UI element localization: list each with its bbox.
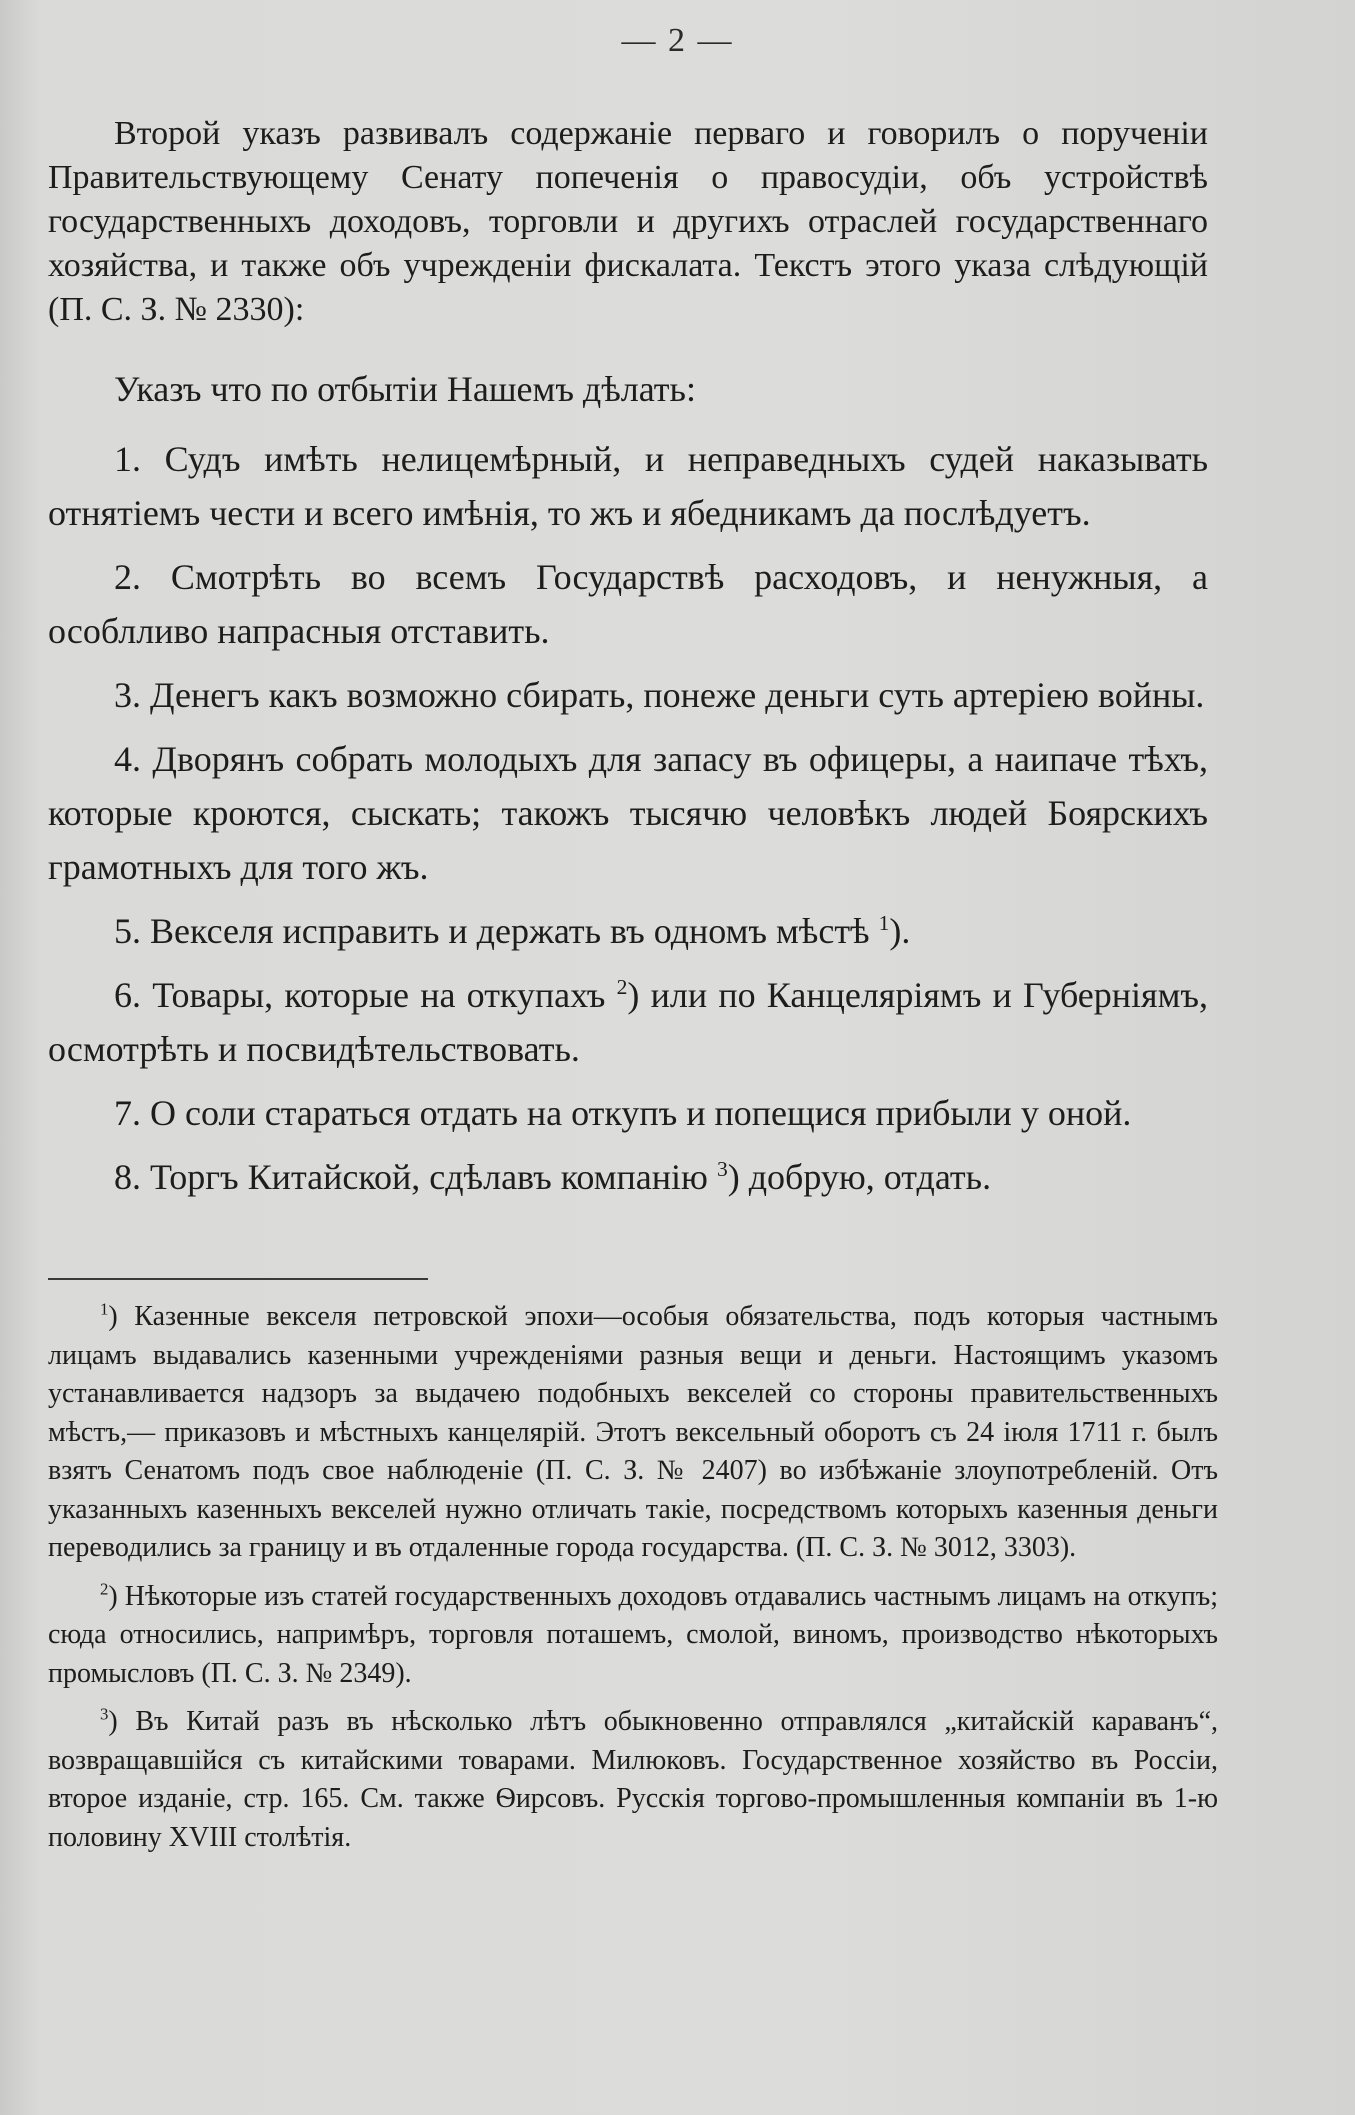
footnote-2: $^2$) Нѣкоторые изъ статей государственныхъ доходовъ отдавались частнымъ лицамъ на откупъ; сюда относились, напримѣръ, торговля поташемъ, смолой, виномъ, производство нѣкоторыхъ промысловъ (П. С. З. № 2349). xyxy=(48,1579,1218,1689)
footnote-ref-2: 2 xyxy=(616,975,628,999)
decree-article-5: 5. Векселя исправить и держать въ одномъ мѣстѣ $^1$). xyxy=(114,911,911,951)
decree-article-4: 4. Дворянъ собрать молодыхъ для запасу въ офицеры, а наипаче тѣхъ, которые кроются, сыскать; такожъ тысячю человѣкъ людей Боярскихъ грамотныхъ для того жъ. xyxy=(48,739,1208,887)
decree-article-3: 3. Денегъ какъ возможно сбирать, понеже деньги суть артеріею войны. xyxy=(114,675,1205,715)
decree-article-6: 6. Товары, которые на откупахъ $^2$) или по Канцеляріямъ и Губерніямъ, осмотрѣть и посвидѣтельствовать. xyxy=(48,975,1209,1069)
decree-article-2: 2. Смотрѣть во всемъ Государствѣ расходовъ, и ненужныя, а особлливо напрасныя отставить. xyxy=(48,557,1208,651)
decree-title: Указъ что по отбытіи Нашемъ дѣлать: xyxy=(114,369,696,409)
decree-article-7: 7. О соли стараться отдать на откупъ и попещися прибыли у оной. xyxy=(114,1093,1132,1133)
decree-article-8: 8. Торгъ Китайской, сдѣлавъ компанію $^3$) добрую, отдать. xyxy=(114,1157,992,1197)
footnotes xyxy=(48,1298,1218,1867)
page-number: — 2 — xyxy=(621,22,734,59)
footnote-ref-3: 3 xyxy=(716,1157,728,1181)
footnote-3: $^3$) Въ Китай разъ въ нѣсколько лѣтъ обыкновенно отправлялся „китайскій караванъ“, возвращавшійся съ китайскими товарами. Милюковъ. Государственное хозяйство въ Россіи, второе изданіе, стр. 165. См. также Ѳирсовъ. Русскія торгово-промышленныя компаніи въ 1-ю половину XVIII столѣтія. xyxy=(48,1704,1218,1853)
footnote-divider xyxy=(48,1278,428,1280)
decree-article-1: 1. Судъ имѣть нелицемѣрный, и неправедныхъ судей наказывать отнятіемъ чести и всего имѣнія, то жъ и ябедникамъ да послѣдуетъ. xyxy=(48,439,1208,533)
footnote-1: $^1$) Казенные векселя петровской эпохи—особыя обязательства, подъ которыя частнымъ лицамъ выдавались казенными учрежденіями разныя вещи и деньги. Настоящимъ указомъ устанавливается надзоръ за выдачею подобныхъ векселей со стороны правительственныхъ мѣстъ,— приказовъ и мѣстныхъ канцелярій. Этотъ вексельный оборотъ съ 24 іюля 1711 г. былъ взятъ Сенатомъ подъ свое наблюденіе (П. С. З. № 2407) во избѣжаніе злоупотребленій. Отъ указанныхъ казенныхъ векселей нужно отличать такіе, посредствомъ которыхъ казенныя деньги переводились за границу и въ отдаленные города государства. (П. С. З. № 3012, 3303). xyxy=(48,1299,1218,1563)
intro-paragraph: Второй указъ развивалъ содержаніе перваго и говорилъ о порученіи Правительствующему Сенату попеченія о правосудіи, объ устройствѣ государственныхъ доходовъ, торговли и другихъ отраслей государственнаго хозяйства, и также объ учрежденіи фискалата. Текстъ этого указа слѣдующій (П. С. З. № 2330): xyxy=(48,115,1208,328)
main-text xyxy=(48,112,1208,1214)
footnote-ref-1: 1 xyxy=(878,911,890,935)
